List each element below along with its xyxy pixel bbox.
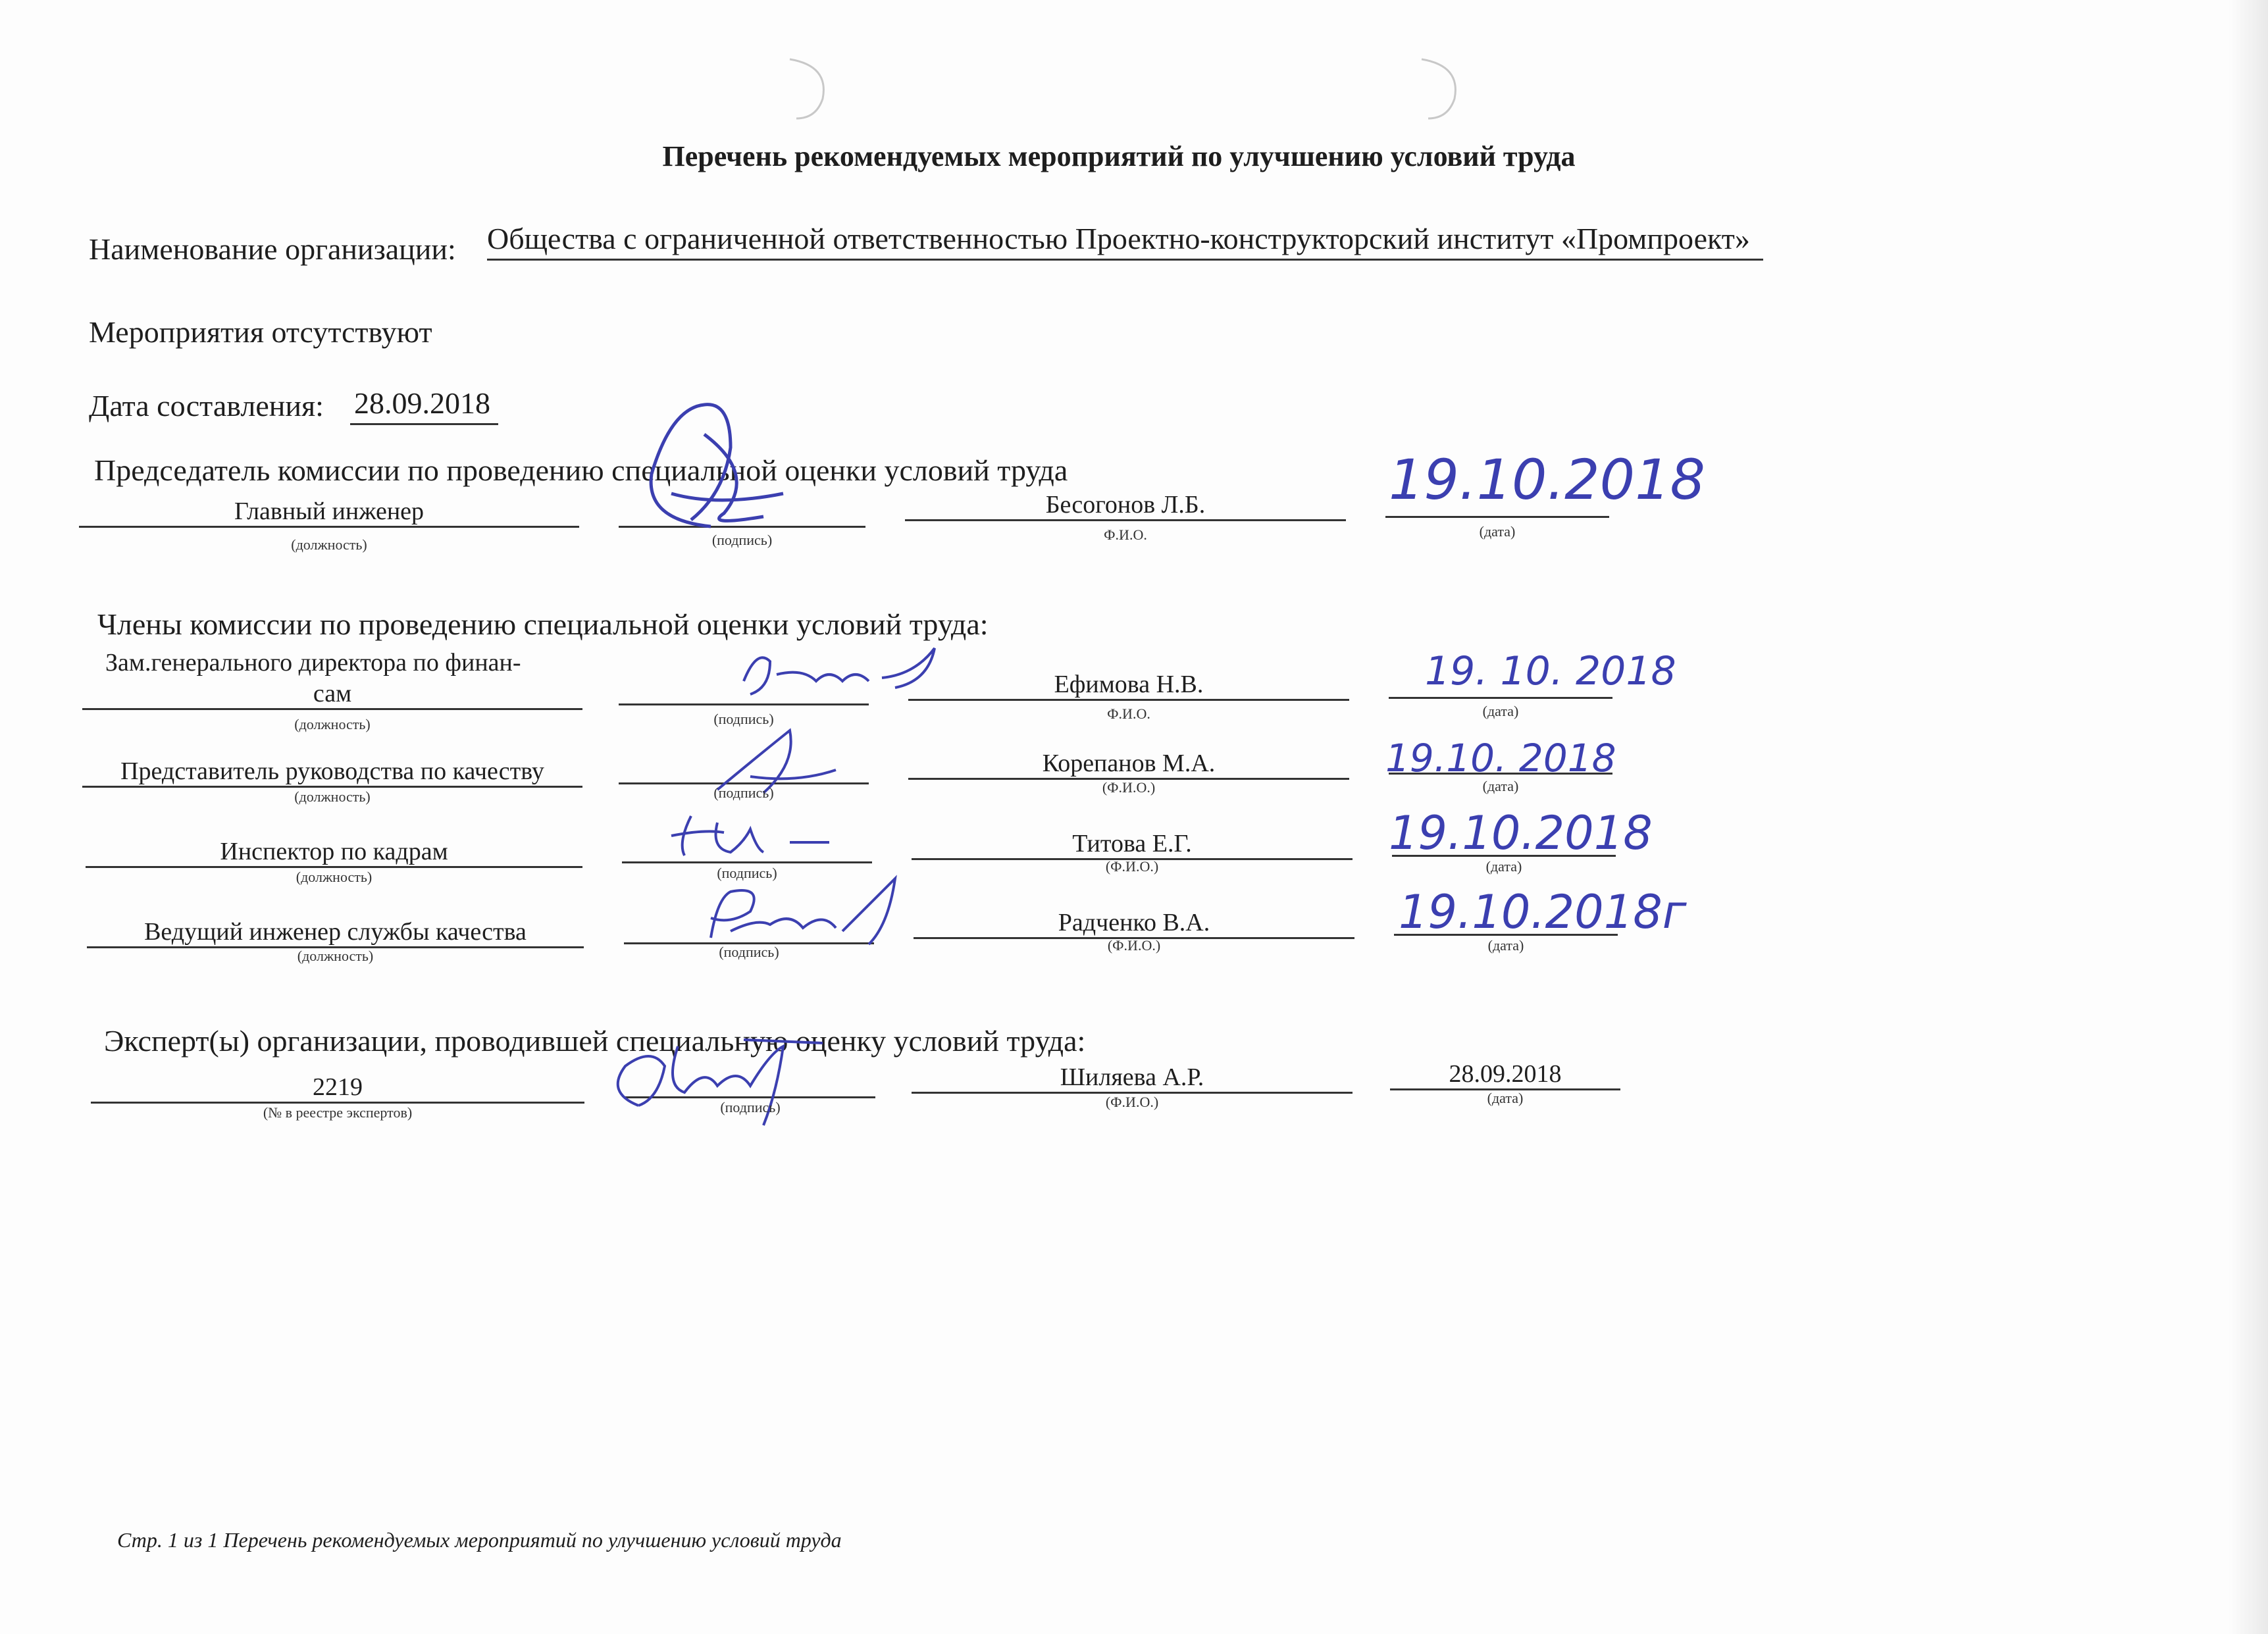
organization-label: Наименование организации: — [89, 232, 456, 266]
member-3-position-caption: (должность) — [296, 869, 373, 885]
expert-name: Шиляева А.Р. — [912, 1063, 1353, 1094]
member-2-date: 19.10. 2018 — [1385, 736, 1616, 780]
member-1-date: 19. 10. 2018 — [1425, 648, 1676, 694]
experts-section-title: Эксперт(ы) организации, проводившей специальную оценку условий труда: — [104, 1024, 1086, 1058]
expert-signature-caption: (подпись) — [720, 1099, 781, 1115]
scan-edge — [2229, 0, 2268, 1634]
compilation-date-label: Дата составления: — [89, 389, 324, 422]
expert-date-caption: (дата) — [1487, 1090, 1524, 1106]
chairman-position: Главный инженер — [79, 497, 579, 528]
punch-hole-left — [783, 53, 836, 125]
member-3-name-caption: (Ф.И.О.) — [1105, 858, 1159, 875]
chairman-name: Бесогонов Л.Б. — [905, 490, 1346, 521]
member-3-date: 19.10.2018 — [1389, 806, 1653, 860]
member-4-date: 19.10.2018г — [1399, 885, 1687, 939]
member-3-signature-caption: (подпись) — [717, 865, 777, 881]
member-1-signature-caption: (подпись) — [713, 711, 774, 727]
chairman-signature-caption: (подпись) — [711, 532, 773, 548]
punch-hole-right — [1415, 53, 1468, 125]
chairman-position-caption: (должность) — [291, 536, 367, 553]
page-footer: Стр. 1 из 1 Перечень рекомендуемых мероприятий по улучшению условий труда — [117, 1528, 842, 1552]
member-2-name: Корепанов М.А. — [908, 749, 1349, 780]
chairman-section-title: Председатель комиссии по проведению специальной оценки условий труда — [94, 453, 1068, 487]
member-4-position: Ведущий инженер службы качества — [87, 917, 584, 948]
member-3-date-caption: (дата) — [1485, 858, 1522, 875]
chairman-signature — [632, 395, 803, 533]
member-3-name: Титова Е.Г. — [912, 829, 1353, 860]
member-1-name-caption: Ф.И.О. — [1107, 705, 1150, 722]
expert-signature — [599, 1027, 849, 1132]
member-3-signature — [665, 803, 842, 869]
member-1-position: сам — [82, 679, 582, 710]
organization-name: Общества с ограниченной ответственностью Проектно-конструкторский институт «Промпроект» — [487, 221, 1763, 261]
member-2-signature-caption: (подпись) — [713, 784, 774, 801]
expert-date: 28.09.2018 — [1390, 1060, 1620, 1090]
members-section-title: Члены комиссии по проведению специальной оценки условий труда: — [97, 607, 989, 641]
compilation-date: 28.09.2018 — [350, 386, 498, 425]
member-4-position-caption: (должность) — [297, 948, 374, 964]
member-4-date-caption: (дата) — [1487, 937, 1524, 954]
member-4-signature-caption: (подпись) — [719, 944, 779, 960]
expert-registry-caption: (№ в реестре экспертов) — [263, 1104, 413, 1121]
member-2-name-caption: (Ф.И.О.) — [1102, 779, 1156, 796]
chairman-name-caption: Ф.И.О. — [1104, 526, 1147, 543]
chairman-date-caption: (дата) — [1479, 523, 1516, 540]
member-3-position: Инспектор по кадрам — [86, 837, 582, 868]
member-1-position-line1: Зам.генерального директора по финан- — [105, 649, 521, 677]
member-4-signature — [691, 872, 908, 954]
member-4-name-caption: (Ф.И.О.) — [1107, 937, 1161, 954]
member-1-date-caption: (дата) — [1482, 703, 1519, 719]
member-2-position-caption: (должность) — [294, 788, 371, 805]
expert-registry-number: 2219 — [91, 1073, 584, 1104]
member-2-date-caption: (дата) — [1482, 778, 1519, 794]
measures-status: Мероприятия отсутствуют — [89, 315, 432, 349]
member-1-position-caption: (должность) — [294, 716, 371, 732]
member-2-position: Представитель руководства по качеству — [82, 757, 582, 788]
member-4-name: Радченко В.А. — [914, 908, 1354, 939]
member-1-name: Ефимова Н.В. — [908, 670, 1349, 701]
chairman-date: 19.10.2018 — [1389, 447, 1705, 512]
document-title: Перечень рекомендуемых мероприятий по улучшению условий труда — [662, 140, 1576, 172]
expert-name-caption: (Ф.И.О.) — [1105, 1094, 1159, 1110]
